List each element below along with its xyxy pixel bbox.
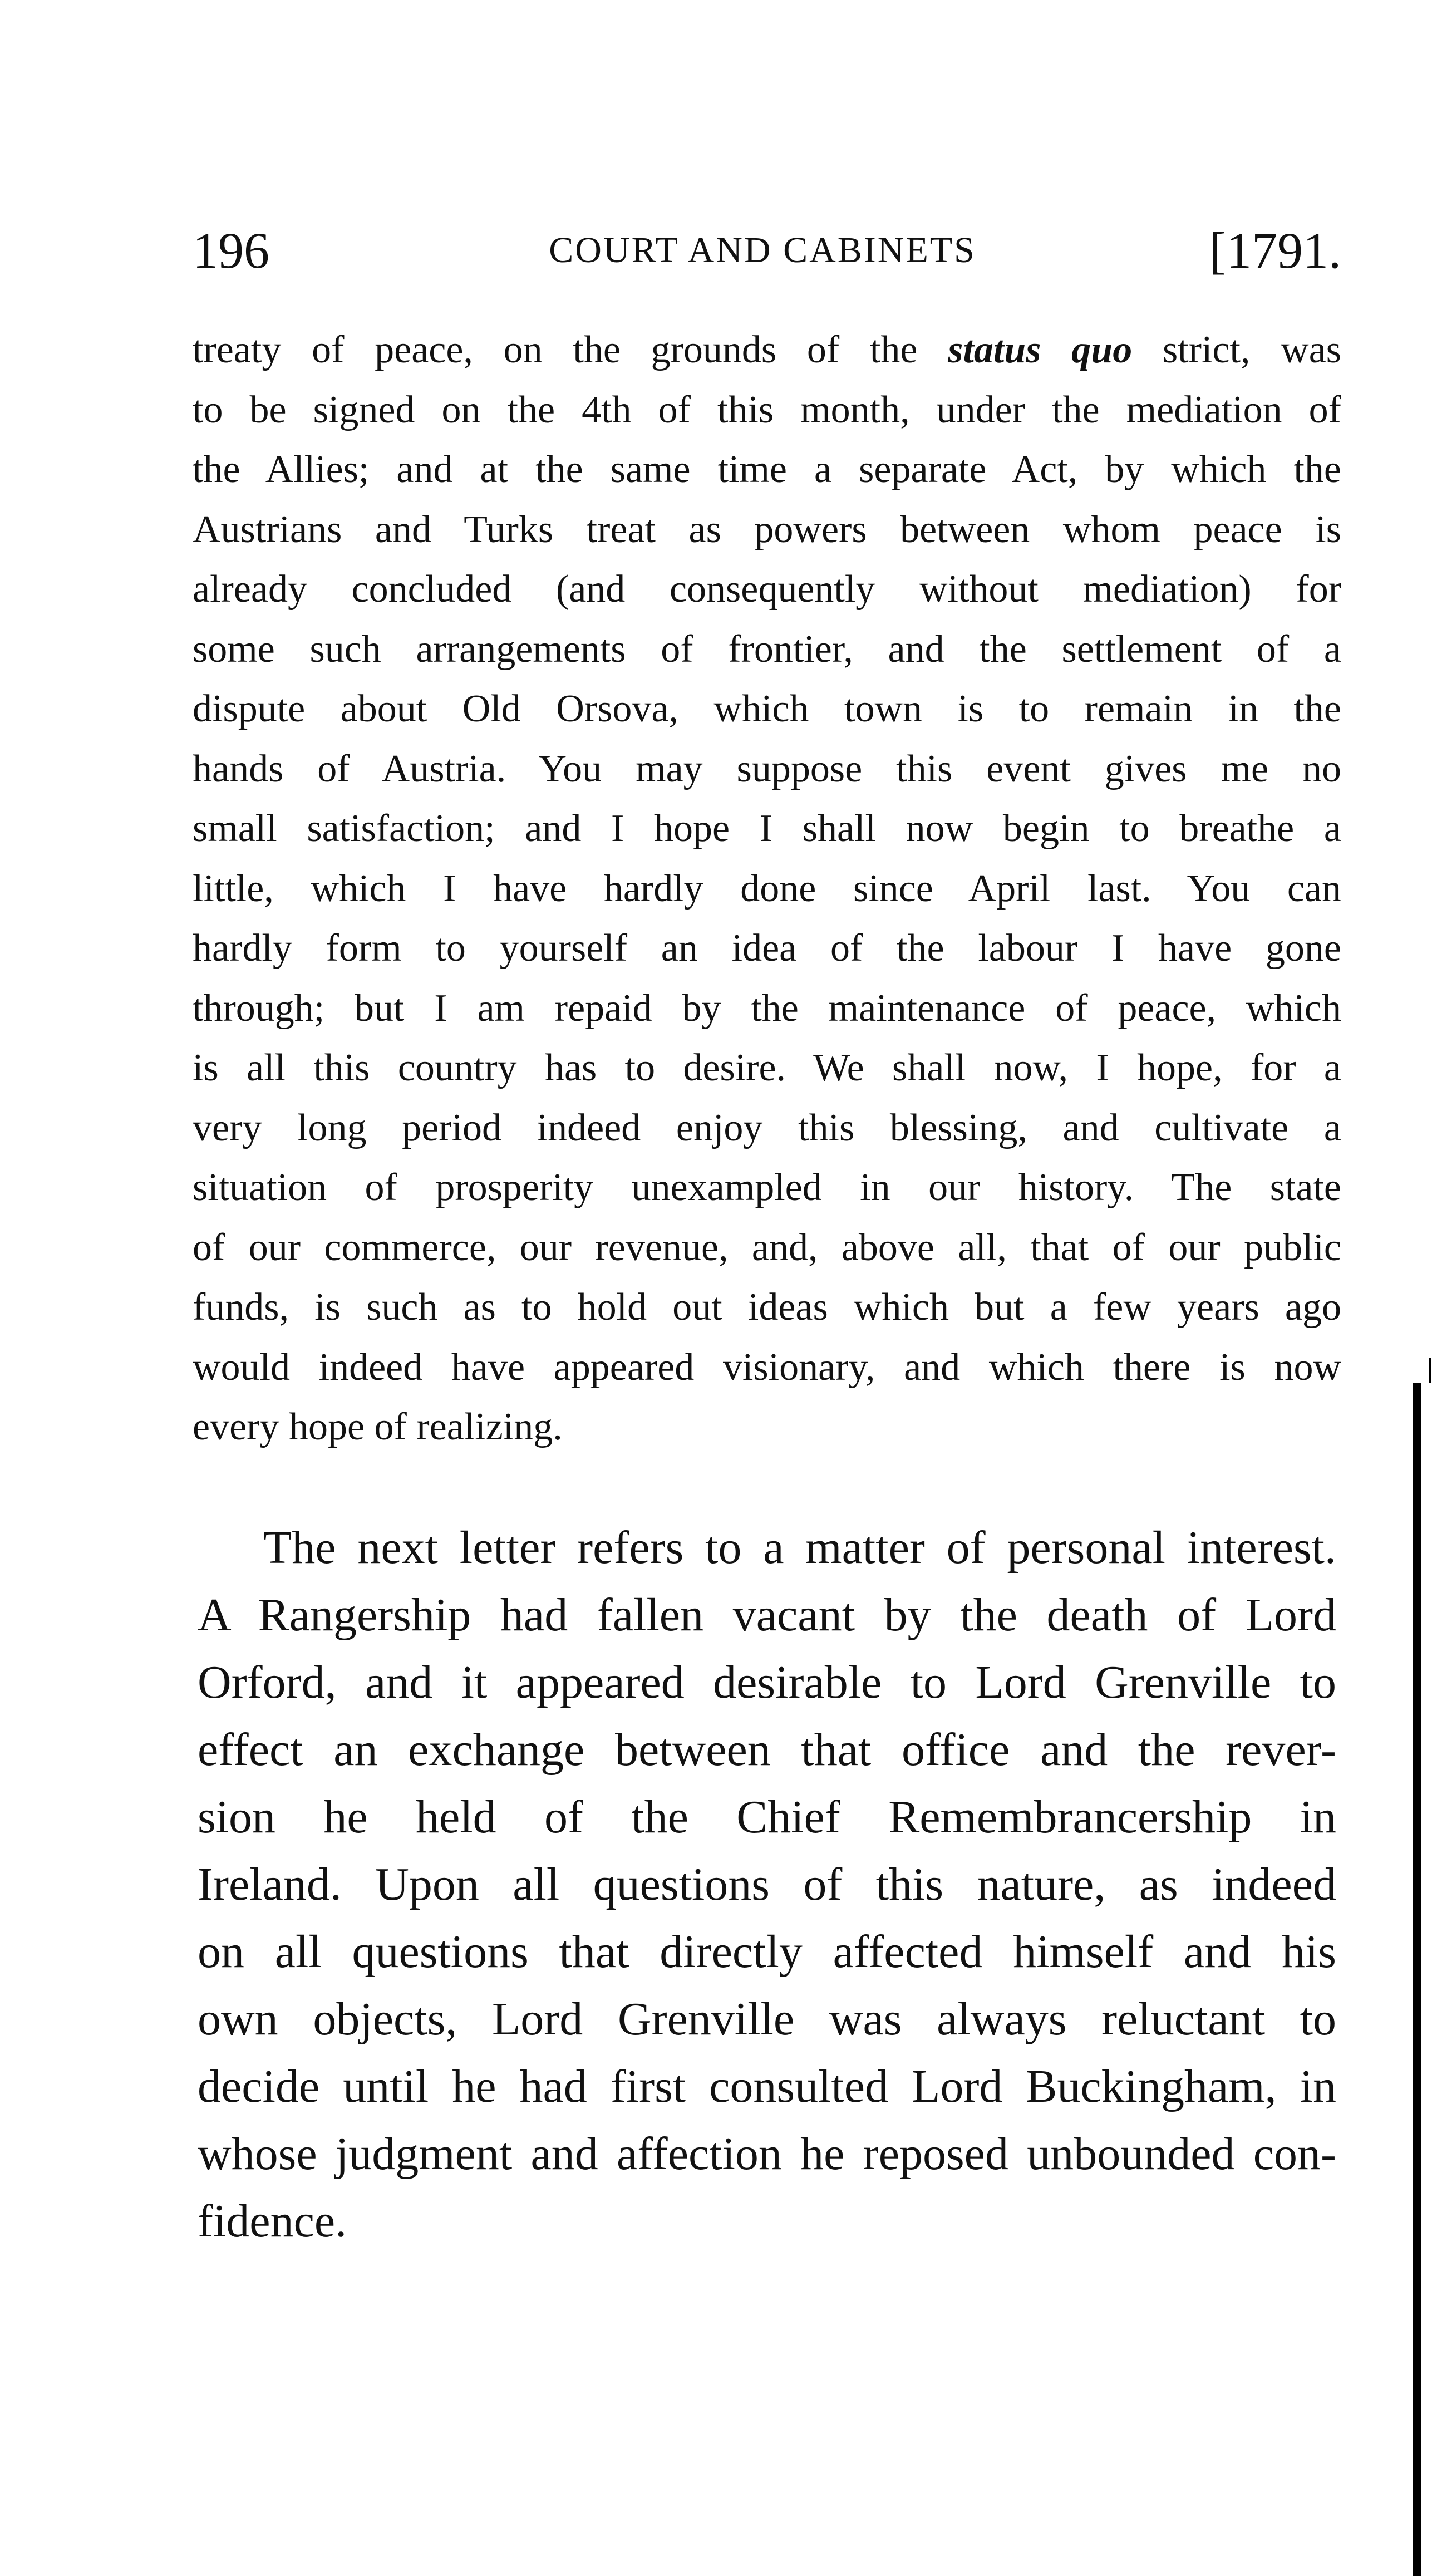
text-line: the Allies; and at the same time a separate Act, by which the xyxy=(193,448,1341,491)
text-line: little, which I have hardly done since April last. You can xyxy=(193,867,1341,910)
text-line: own objects, Lord Grenville was always reluctant to xyxy=(198,1993,1336,2045)
text-line: The next letter refers to a matter of personal interest. xyxy=(263,1522,1336,1574)
text-line: hardly form to yourself an idea of the labour I have gone xyxy=(193,927,1341,970)
text-line: every hope of realizing. xyxy=(193,1405,563,1448)
text-line: would indeed have appeared visionary, and which there is now xyxy=(193,1345,1341,1389)
page-number: 196 xyxy=(193,222,269,279)
text-line: fidence. xyxy=(198,2195,347,2247)
scan-margin-mark xyxy=(1429,1358,1431,1383)
text-line: already concluded (and consequently without mediation) for xyxy=(193,568,1341,611)
text-line: dispute about Old Orsova, which town is to remain in the xyxy=(193,687,1341,730)
text-line: to be signed on the 4th of this month, under the mediation of xyxy=(193,388,1341,431)
text-line: hands of Austria. You may suppose this event gives me no xyxy=(193,747,1341,790)
text-line: A Rangership had fallen vacant by the death of Lord xyxy=(198,1589,1336,1641)
italic-phrase: status quo xyxy=(948,328,1133,371)
text-line: some such arrangements of frontier, and the settlement of a xyxy=(193,627,1341,671)
running-title: COURT AND CABINETS xyxy=(549,230,976,271)
text-line: situation of prosperity unexampled in our history. The state xyxy=(193,1166,1341,1209)
text-line: of our commerce, our revenue, and, above all, that of our public xyxy=(193,1226,1341,1269)
text-line: sion he held of the Chief Remembrancership in xyxy=(198,1791,1336,1843)
scan-edge-bar xyxy=(1413,1383,1421,2576)
text-line: through; but I am repaid by the maintenance of peace, which xyxy=(193,986,1341,1030)
text-line: Austrians and Turks treat as powers between whom peace is xyxy=(193,508,1341,551)
text-segment: treaty of peace, on the grounds of the xyxy=(193,328,948,371)
text-line: on all questions that directly affected himself and his xyxy=(198,1926,1336,1978)
text-line: very long period indeed enjoy this blessing, and cultivate a xyxy=(193,1106,1341,1149)
letter-paragraph xyxy=(193,320,1341,1457)
text-line: Orford, and it appeared desirable to Lord Grenville to xyxy=(198,1656,1336,1708)
text-line: whose judgment and affection he reposed unbounded con- xyxy=(198,2128,1336,2180)
text-line xyxy=(193,320,1341,380)
running-year: [1791. xyxy=(1209,222,1341,279)
text-line: Ireland. Upon all questions of this nature, as indeed xyxy=(198,1859,1336,1910)
text-line: decide until he had first consulted Lord Buckingham, in xyxy=(198,2061,1336,2112)
text-segment: strict, was xyxy=(1132,328,1341,371)
text-line: small satisfaction; and I hope I shall now begin to breathe a xyxy=(193,807,1341,850)
text-line: effect an exchange between that office and the rever- xyxy=(198,1724,1336,1776)
narrative-paragraph xyxy=(198,1514,1336,2255)
text-line: is all this country has to desire. We shall now, I hope, for a xyxy=(193,1046,1341,1089)
text-line: funds, is such as to hold out ideas which but a few years ago xyxy=(193,1286,1341,1329)
